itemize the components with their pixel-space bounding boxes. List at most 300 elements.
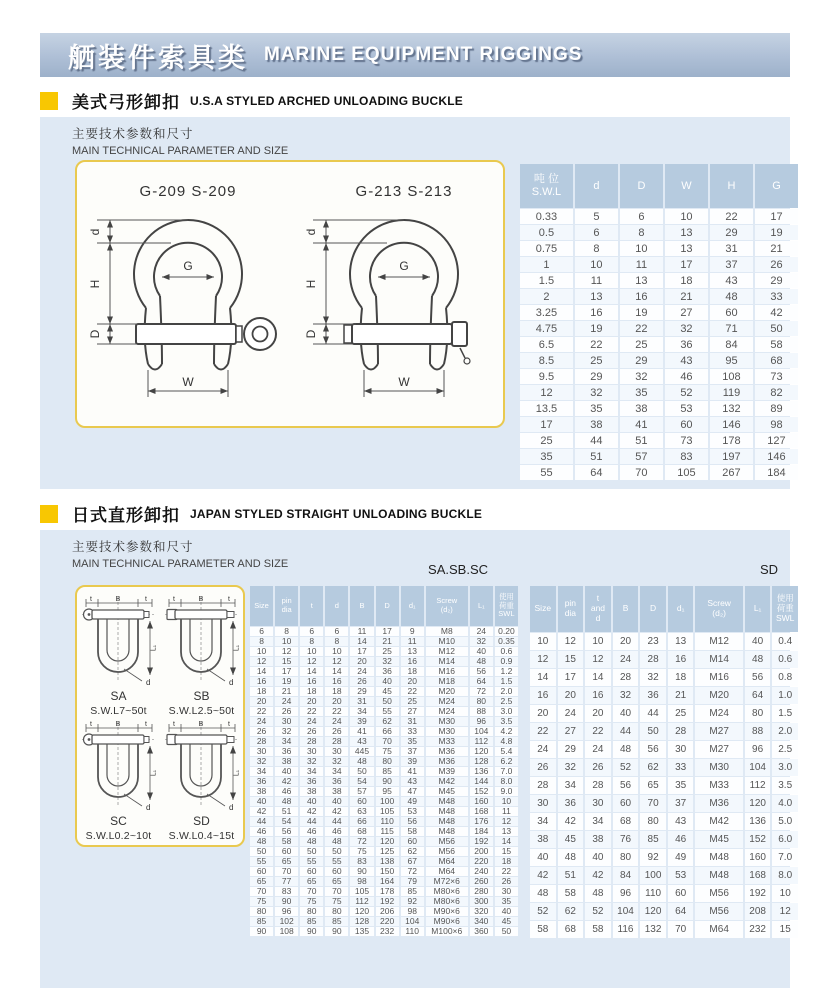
table-cell: 46 [668, 831, 694, 848]
table-cell: 25 [620, 337, 663, 352]
table-cell: 39 [401, 757, 424, 766]
table-cell: M48 [426, 797, 468, 806]
table-cell: M64 [695, 921, 742, 938]
table-cell: M48 [426, 827, 468, 836]
table-cell: 11 [495, 807, 518, 816]
table-cell: 33 [755, 289, 798, 304]
table-cell: 27 [665, 305, 708, 320]
table-cell: 300 [470, 897, 493, 906]
yellow-square-icon [40, 505, 58, 523]
table-cell: 60 [250, 867, 273, 876]
section1-panel [40, 117, 790, 489]
shackle-cell-sa [77, 595, 160, 718]
table-cell: 30 [668, 741, 694, 758]
table-row [250, 837, 518, 846]
table-cell: 40 [613, 705, 639, 722]
table-cell: 12 [530, 651, 556, 668]
table-cell: 42 [275, 777, 298, 786]
header-row [250, 586, 518, 626]
table-cell: 34 [325, 767, 348, 776]
table-cell: 3.25 [520, 305, 573, 320]
table-cell: 70 [300, 887, 323, 896]
table-cell: 9 [401, 627, 424, 636]
table-cell: 80 [745, 705, 771, 722]
table-cell: 110 [401, 927, 424, 936]
table-cell: 76 [613, 831, 639, 848]
table-row [250, 727, 518, 736]
table-cell: 36 [300, 777, 323, 786]
table-cell: 60 [710, 305, 753, 320]
table-cell: 60 [613, 795, 639, 812]
table-cell: M48 [426, 817, 468, 826]
table-cell: 220 [470, 857, 493, 866]
table-cell: 16 [325, 677, 348, 686]
table-cell: 24 [250, 717, 273, 726]
table-cell: 24 [300, 717, 323, 726]
table-cell: 50 [300, 847, 323, 856]
table-cell: 35 [401, 737, 424, 746]
table-cell: 90 [300, 927, 323, 936]
table-cell: 36 [250, 777, 273, 786]
table-cell: 43 [401, 777, 424, 786]
table-cell: 30 [275, 717, 298, 726]
table-cell: 30 [250, 747, 273, 756]
table-cell: 22 [325, 707, 348, 716]
table-cell: 70 [250, 887, 273, 896]
table-cell: 80 [250, 907, 273, 916]
table-cell: 12 [772, 903, 798, 920]
table-row [520, 353, 798, 368]
column-header: H [710, 164, 753, 208]
table-cell: 32 [470, 637, 493, 646]
section1-heading [40, 88, 463, 113]
table-cell: 16 [300, 677, 323, 686]
column-header: Screw (d₂) [426, 586, 468, 626]
table-row [250, 657, 518, 666]
table-cell: 120 [470, 747, 493, 756]
table-cell: 43 [710, 273, 753, 288]
table-cell: 8 [620, 225, 663, 240]
table-cell: M56 [695, 903, 742, 920]
table-cell: 176 [470, 817, 493, 826]
table-row [530, 705, 798, 722]
table-cell: 1.0 [772, 687, 798, 704]
table-cell: 125 [376, 847, 399, 856]
table-cell: M36 [695, 795, 742, 812]
table-cell: 128 [350, 917, 373, 926]
shackle-type-label: SB [193, 689, 210, 703]
table-cell: 58 [585, 921, 611, 938]
table-cell: 50 [250, 847, 273, 856]
table-cell: 45 [376, 687, 399, 696]
table-cell: 32 [250, 757, 273, 766]
table-cell: 48 [470, 657, 493, 666]
dim-label-d: d [145, 803, 150, 812]
table-cell: 30 [300, 747, 323, 756]
column-header: 使用 荷重 SWL [495, 586, 518, 626]
table-row [250, 847, 518, 856]
table-cell: 35 [668, 777, 694, 794]
table-cell: 24 [558, 705, 584, 722]
table-cell: 65 [250, 877, 273, 886]
table-row [530, 687, 798, 704]
dim-label-dd: D [304, 329, 318, 339]
table-cell: 32 [575, 385, 618, 400]
table-cell: 48 [530, 885, 556, 902]
dim-label-w: W [182, 375, 194, 389]
table-cell: 29 [710, 225, 753, 240]
table-cell: 39 [350, 717, 373, 726]
table-cell: 24 [613, 651, 639, 668]
table-cell: 52 [613, 759, 639, 776]
table-cell: 10 [575, 257, 618, 272]
table-cell: 48 [275, 797, 298, 806]
table-cell: 18 [495, 857, 518, 866]
table-cell: M36 [426, 747, 468, 756]
table-row [520, 433, 798, 448]
table-cell: 36 [376, 667, 399, 676]
table-cell: 17 [520, 417, 573, 432]
table-row [250, 867, 518, 876]
column-header: G [755, 164, 798, 208]
table-cell: 68 [755, 353, 798, 368]
table-cell: 22 [495, 867, 518, 876]
table-cell: 5.0 [772, 813, 798, 830]
table-cell: 75 [250, 897, 273, 906]
table-row [250, 687, 518, 696]
table-cell: 17 [350, 647, 373, 656]
table-cell: 16 [620, 289, 663, 304]
table-cell: 60 [325, 867, 348, 876]
table-cell: 85 [250, 917, 273, 926]
table-cell: 60 [275, 847, 298, 856]
table-cell: 360 [470, 927, 493, 936]
straight-shackle-diagram-box [75, 585, 245, 847]
table-cell: 11 [620, 257, 663, 272]
table-cell: 60 [350, 797, 373, 806]
swl-dimension-table [518, 163, 800, 481]
section1-param-labels [72, 124, 288, 157]
table-cell: 40 [585, 849, 611, 866]
table-cell: 30 [585, 795, 611, 812]
table-cell: 32 [613, 687, 639, 704]
shackle-swl-range: S.W.L2.5~50t [168, 705, 235, 717]
shackle-type-label: SC [110, 814, 127, 828]
table-cell: 10 [325, 647, 348, 656]
column-header: 使用 荷重 SWL [772, 586, 798, 632]
table-cell: 31 [401, 717, 424, 726]
table-cell: 70 [620, 465, 663, 480]
table-row [250, 907, 518, 916]
yellow-square-icon [40, 92, 58, 110]
table-cell: 8 [575, 241, 618, 256]
table-cell: 34 [250, 767, 273, 776]
table-cell: 120 [745, 795, 771, 812]
dim-label-b: B [115, 596, 120, 603]
column-header: Size [250, 586, 273, 626]
table-cell: 38 [325, 787, 348, 796]
table-cell: 98 [401, 907, 424, 916]
dim-label-l1: L₁ [150, 769, 157, 777]
table-cell: 144 [470, 777, 493, 786]
table-cell: 72 [350, 837, 373, 846]
table-cell: 14 [325, 667, 348, 676]
dim-label-d: d [304, 228, 318, 236]
table-cell: 42 [300, 807, 323, 816]
table-cell: 232 [745, 921, 771, 938]
table-cell: 116 [613, 921, 639, 938]
table-cell: 26 [300, 727, 323, 736]
dim-label-t: t [172, 721, 175, 728]
table-cell: 0.9 [495, 657, 518, 666]
table-cell: 3.0 [772, 759, 798, 776]
table-row [520, 369, 798, 384]
table-cell: 138 [376, 857, 399, 866]
table-cell: 184 [755, 465, 798, 480]
table-cell: 18 [401, 667, 424, 676]
table-cell: 29 [755, 273, 798, 288]
table-cell: 92 [401, 897, 424, 906]
table-cell: 115 [376, 827, 399, 836]
table-cell: 25 [668, 705, 694, 722]
table-cell: 42 [755, 305, 798, 320]
table-cell: 90 [275, 897, 298, 906]
table-row [250, 797, 518, 806]
table-cell: 108 [275, 927, 298, 936]
table-cell: 29 [575, 369, 618, 384]
table-cell: 1.2 [495, 667, 518, 676]
table-cell: 23 [640, 633, 666, 650]
straight-shackle-drawing [163, 720, 241, 816]
table-cell: 8 [300, 637, 323, 646]
table-cell: 98 [350, 877, 373, 886]
table-cell: M27 [695, 741, 742, 758]
shackle-title: G-209 S-209 [139, 183, 237, 200]
table-cell: M39 [426, 767, 468, 776]
table-row [250, 677, 518, 686]
column-header: d [575, 164, 618, 208]
table-cell: 168 [470, 807, 493, 816]
table-cell: 70 [376, 737, 399, 746]
table-cell: 56 [470, 667, 493, 676]
table-cell: 16 [585, 687, 611, 704]
table-cell: 43 [665, 353, 708, 368]
table-cell: 64 [668, 903, 694, 920]
table-cell: 55 [300, 857, 323, 866]
table-cell: 12 [585, 651, 611, 668]
dim-label-d: d [145, 678, 150, 687]
table-cell: 68 [613, 813, 639, 830]
table-cell: 24 [470, 627, 493, 636]
table-cell: 40 [495, 907, 518, 916]
table-cell: 110 [640, 885, 666, 902]
table-row [250, 637, 518, 646]
table-row [250, 817, 518, 826]
table-cell: 63 [350, 807, 373, 816]
table-cell: 184 [470, 827, 493, 836]
table-cell: 12 [520, 385, 573, 400]
shackle-type-label: SA [110, 689, 127, 703]
table-cell: 48 [300, 837, 323, 846]
table-cell: 3.5 [495, 717, 518, 726]
dim-label-dd: D [88, 329, 102, 339]
table-cell: 16 [575, 305, 618, 320]
table-cell: 56 [401, 817, 424, 826]
table-cell: 22 [710, 209, 753, 224]
table-cell: M27 [695, 723, 742, 740]
table-cell: 34 [558, 777, 584, 794]
table-cell: 48 [250, 837, 273, 846]
table-cell: 27 [401, 707, 424, 716]
table-cell: 0.33 [520, 209, 573, 224]
table-cell: 44 [325, 817, 348, 826]
table-cell: 88 [745, 723, 771, 740]
table-cell: 100 [640, 867, 666, 884]
table-cell: M33 [426, 737, 468, 746]
table-row [530, 651, 798, 668]
table-cell: 43 [350, 737, 373, 746]
table-cell: 0.35 [495, 637, 518, 646]
table-cell: 2.5 [495, 697, 518, 706]
column-header: L₁ [470, 586, 493, 626]
table-cell: 206 [376, 907, 399, 916]
table-cell: M48 [695, 867, 742, 884]
table-cell: 70 [668, 921, 694, 938]
table-cell: M18 [426, 677, 468, 686]
table-cell: 29 [350, 687, 373, 696]
table-cell: 16 [668, 651, 694, 668]
table-cell: 4.8 [495, 737, 518, 746]
table-cell: 16 [530, 687, 556, 704]
table-cell: 62 [401, 847, 424, 856]
table-cell: 56 [275, 827, 298, 836]
table-cell: 24 [350, 667, 373, 676]
table-cell: 3.0 [495, 707, 518, 716]
table-cell: 232 [376, 927, 399, 936]
table-cell: 28 [613, 669, 639, 686]
table-cell: 10 [250, 647, 273, 656]
table-row [250, 747, 518, 756]
table-cell: 37 [401, 747, 424, 756]
table-cell: 32 [325, 757, 348, 766]
shackle-title: G-213 S-213 [355, 183, 453, 200]
table-cell: 55 [325, 857, 348, 866]
table-cell: 136 [745, 813, 771, 830]
table-cell: 21 [275, 687, 298, 696]
shackle-swl-range: S.W.L0.2~10t [85, 830, 152, 842]
table-cell: 42 [530, 867, 556, 884]
table-cell: 48 [558, 849, 584, 866]
table-cell: 16 [250, 677, 273, 686]
table-cell: M56 [695, 885, 742, 902]
table-row [250, 857, 518, 866]
table-cell: 52 [585, 903, 611, 920]
dim-label-l1: L₁ [233, 644, 240, 652]
table-cell: 15 [495, 847, 518, 856]
table-cell: 20 [325, 697, 348, 706]
table-cell: 11 [401, 637, 424, 646]
table-cell: 90 [325, 927, 348, 936]
table-cell: 66 [376, 727, 399, 736]
table-cell: 51 [575, 449, 618, 464]
table-cell: 32 [300, 757, 323, 766]
table-cell: 54 [275, 817, 298, 826]
table-cell: 13 [665, 241, 708, 256]
table-cell: 37 [710, 257, 753, 272]
table-cell: 152 [745, 831, 771, 848]
table-cell: 26 [755, 257, 798, 272]
column-header: t and d [585, 586, 611, 632]
table-cell: 11 [350, 627, 373, 636]
table-cell: 53 [665, 401, 708, 416]
table-cell: M64 [426, 867, 468, 876]
table-cell: 73 [665, 433, 708, 448]
table-row [530, 885, 798, 902]
table-cell: M14 [426, 657, 468, 666]
table-cell: 10 [620, 241, 663, 256]
table-cell: 20 [350, 657, 373, 666]
table-cell: 32 [640, 669, 666, 686]
table-row [520, 417, 798, 432]
table-cell: M36 [426, 757, 468, 766]
table-cell: 38 [620, 401, 663, 416]
table-cell: 22 [401, 687, 424, 696]
table-cell: 11 [575, 273, 618, 288]
column-header: t [300, 586, 323, 626]
table-cell: 24 [325, 717, 348, 726]
table-cell: 29 [558, 741, 584, 758]
table-cell: 40 [300, 797, 323, 806]
table-cell: 6 [250, 627, 273, 636]
dim-label-l1: L₁ [233, 769, 240, 777]
table-cell: 320 [470, 907, 493, 916]
section2-panel [40, 530, 795, 988]
table-cell: 13 [575, 289, 618, 304]
table-cell: 17 [755, 209, 798, 224]
banner-title-en: MARINE EQUIPMENT RIGGINGS [264, 44, 583, 65]
table-cell: 88 [470, 707, 493, 716]
section2-title-zh: 日式直形卸扣 [72, 506, 180, 525]
table-row [520, 337, 798, 352]
table-cell: 31 [710, 241, 753, 256]
table-cell: 8.0 [772, 867, 798, 884]
section1-title-en: U.S.A STYLED ARCHED UNLOADING BUCKLE [190, 93, 463, 108]
table-cell: 35 [620, 385, 663, 400]
table-cell: 44 [300, 817, 323, 826]
table-cell: 85 [640, 831, 666, 848]
table-cell: 34 [585, 813, 611, 830]
column-header: Screw (d₂) [695, 586, 742, 632]
table-cell: 68 [350, 827, 373, 836]
table-cell: 15 [772, 921, 798, 938]
dim-label-h: H [304, 279, 318, 289]
table-cell: 28 [530, 777, 556, 794]
table-cell: 104 [401, 917, 424, 926]
column-header: B [350, 586, 373, 626]
table-cell: 26 [585, 759, 611, 776]
table-cell: 32 [620, 369, 663, 384]
table-row [250, 917, 518, 926]
column-header: pin dia [275, 586, 298, 626]
table-cell: 55 [250, 857, 273, 866]
table-cell: 52 [665, 385, 708, 400]
table-cell: 120 [640, 903, 666, 920]
table-cell: 102 [275, 917, 298, 926]
table-cell: 160 [470, 797, 493, 806]
table-cell: 60 [300, 867, 323, 876]
table-cell: 12 [325, 657, 348, 666]
table-cell: 44 [613, 723, 639, 740]
